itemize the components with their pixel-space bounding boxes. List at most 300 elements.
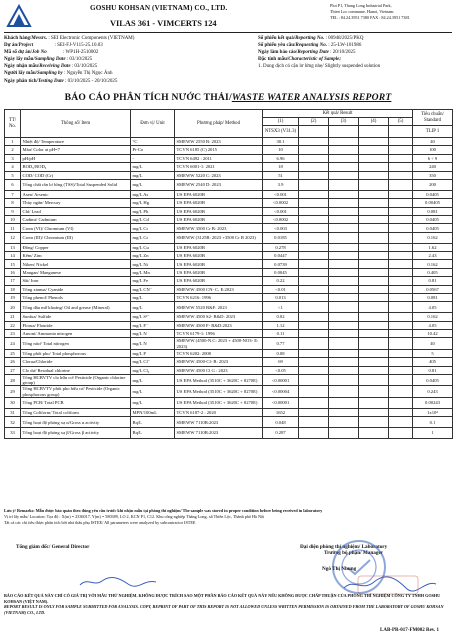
result-value: 3.9	[263, 179, 299, 190]
standard-limit: 0.81	[413, 277, 453, 285]
unit: mg/L Fe	[131, 277, 175, 285]
standard-limit: 0.00243	[413, 397, 453, 408]
result-empty	[359, 207, 389, 215]
standard-limit: 240	[413, 163, 453, 171]
result-empty	[329, 330, 359, 338]
table-row	[5, 190, 453, 198]
result-empty	[389, 207, 413, 215]
method: US EPA 6020B	[175, 268, 263, 276]
result-empty	[389, 260, 413, 268]
unit: mg/L As	[131, 190, 175, 198]
parameter-name: Clo dư/ Residual chlorine	[21, 366, 131, 374]
unit: mg/L F⁻	[131, 321, 175, 329]
result-empty	[359, 163, 389, 171]
standard-id: TLIP 1	[413, 126, 453, 138]
result-empty	[389, 330, 413, 338]
result-empty	[359, 138, 389, 146]
method: US EPA Method (3510C + 3620C + 8270E)	[175, 397, 263, 408]
result-empty	[389, 408, 413, 416]
col-header-4: (4)	[359, 118, 389, 126]
result-empty	[299, 277, 329, 285]
empty-cell	[389, 126, 413, 138]
result-value: 1652	[263, 408, 299, 416]
table-row	[5, 349, 453, 357]
result-value: 1.12	[263, 321, 299, 329]
parameter-name: Tổng nitơ/ Total nitrogen	[21, 338, 131, 349]
method: SMEWW (3125B: 2023 +3500 Cr B 2023)	[175, 232, 263, 243]
result-value: 0.22	[263, 277, 299, 285]
result-empty	[299, 190, 329, 198]
table-row	[5, 216, 453, 224]
table-row	[5, 179, 453, 190]
col-header-3: (3)	[329, 118, 359, 126]
result-empty	[299, 397, 329, 408]
standard-limit: 0.162	[413, 313, 453, 321]
info-row: Mã số dự án/Job No : WP1H-2510002	[4, 50, 99, 56]
remark-line: Lưu ý/ Remarks: Mẫu được bảo quản theo đúng yêu cầu trước khi nhận mẫu tại phòng thí nghiệm/ The sample was stored in proper condition before being received in laboratory	[4, 508, 323, 513]
result-empty	[299, 330, 329, 338]
director-title: Tổng giám đốc/ General Director	[16, 544, 90, 550]
unit: mg/L Cu	[131, 243, 175, 251]
table-row	[5, 146, 453, 154]
row-number: 29	[5, 386, 21, 397]
unit: mg/L	[131, 302, 175, 313]
result-empty	[329, 243, 359, 251]
result-empty	[359, 330, 389, 338]
col-header-method: Phương pháp/ Method	[175, 110, 263, 138]
parameter-name: Tổng phốt pho/ Total phosphorous	[21, 349, 131, 357]
standard-limit: 0.1	[413, 417, 453, 428]
result-empty	[299, 417, 329, 428]
info-row: 1. Dung dịch có cặn lơ lửng nhẹ/ Slightly suspended solution	[258, 64, 381, 70]
table-row	[5, 171, 453, 179]
row-number: 23	[5, 330, 21, 338]
result-empty	[389, 397, 413, 408]
result-empty	[359, 417, 389, 428]
unit: -	[131, 154, 175, 162]
row-number: 8	[5, 199, 21, 207]
result-empty	[329, 417, 359, 428]
method: SMEWW 2550 B: 2023	[175, 138, 263, 146]
result-empty	[389, 199, 413, 207]
result-empty	[299, 302, 329, 313]
table-row	[5, 428, 453, 439]
result-empty	[389, 349, 413, 357]
parameter-name: Cadimi/ Cadmium	[21, 216, 131, 224]
table-row	[5, 224, 453, 232]
col-header-item: Thông số/ Item	[21, 110, 131, 138]
result-empty	[389, 138, 413, 146]
standard-limit: 350	[413, 171, 453, 179]
method: SMEWW 2540 D: 2023	[175, 179, 263, 190]
result-empty	[389, 417, 413, 428]
result-empty	[329, 375, 359, 386]
disclaimer-vi: BÁO CÁO KẾT QUẢ NÀY CHỈ CÓ GIÁ TRỊ VỚI MẪU THỬ NGHIỆM. KHÔNG ĐƯỢC TRÍCH SAO MỘT PHẦN BÁO CÁO KẾT QUẢ NÀY NẾU KHÔNG ĐƯỢC CHẤP THUẬN CỦA PHÒNG THÍ NGHIỆM CÔNG TY TNHH GOSHU KOHSAN (VIỆT NAM).	[4, 593, 441, 604]
info-row: Người lấy mẫu/Sampling by : Nguyễn Thị Ngọc Ánh	[4, 71, 113, 77]
result-empty	[389, 216, 413, 224]
row-number: 6	[5, 179, 21, 190]
result-empty	[389, 321, 413, 329]
result-value: 69	[263, 358, 299, 366]
standard-limit: 0.0405	[413, 224, 453, 232]
result-empty	[359, 428, 389, 439]
result-value: 0.0739	[263, 260, 299, 268]
standard-limit: 0.0567	[413, 285, 453, 293]
row-number: 12	[5, 232, 21, 243]
result-empty	[329, 302, 359, 313]
method: TCVN 6001-1: 2021	[175, 163, 263, 171]
result-empty	[299, 243, 329, 251]
result-empty	[329, 338, 359, 349]
unit: mg/L Cd	[131, 216, 175, 224]
footer-disclaimer	[4, 593, 452, 615]
row-number: 31	[5, 408, 21, 416]
subcontractor-line: Tất cả các chỉ tiêu được phân tích bởi nhà thầu phụ ISTEE/ All parameters were analyzed by subcontractor ISTEE	[4, 520, 196, 526]
info-row: Đặc tính mẫu/Characteristic of Sample;	[258, 57, 342, 63]
result-empty	[299, 260, 329, 268]
table-row	[5, 138, 453, 146]
result-empty	[329, 154, 359, 162]
row-number: 16	[5, 268, 21, 276]
unit: mg/L CN⁻	[131, 285, 175, 293]
result-empty	[299, 366, 329, 374]
info-left	[4, 35, 134, 85]
parameter-name: Kẽm/ Zinc	[21, 252, 131, 260]
method: TCVN 6185 (C) 2015	[175, 146, 263, 154]
row-number: 20	[5, 302, 21, 313]
result-empty	[359, 232, 389, 243]
unit: mg/L Pb	[131, 207, 175, 215]
result-empty	[359, 216, 389, 224]
result-value: 0.11	[263, 330, 299, 338]
standard-limit: 0.162	[413, 260, 453, 268]
row-number: 24	[5, 338, 21, 349]
row-number: 30	[5, 397, 21, 408]
info-row: Ngày lấy mẫu/Sampling Date : 03/10/2025	[4, 57, 93, 63]
result-empty	[329, 224, 359, 232]
empty-cell	[299, 126, 329, 138]
result-empty	[359, 252, 389, 260]
unit: mg/L Cr	[131, 224, 175, 232]
results-table	[4, 109, 453, 439]
result-empty	[299, 207, 329, 215]
result-empty	[299, 179, 329, 190]
table-row	[5, 285, 453, 293]
row-number: 9	[5, 207, 21, 215]
parameter-name: Clorua/Chloride	[21, 358, 131, 366]
table-row	[5, 397, 453, 408]
method: SMEWW 4500 Cl G : 2023	[175, 366, 263, 374]
row-number: 4	[5, 163, 21, 171]
parameter-name: Tổng chất rắn lơ lửng (TSS)/Total Suspended Solid	[21, 179, 131, 190]
result-value: 6.96	[263, 154, 299, 162]
company-address	[330, 3, 410, 21]
result-empty	[299, 321, 329, 329]
parameter-name: Tổng HCBVTV phốt pho hữu cơ/ Pesticide (Organic phosphorous group)	[21, 386, 131, 397]
parameter-name: Tổng Coliform/ Total coliform	[21, 408, 131, 416]
method: SMEWW 5220 C: 2023	[175, 171, 263, 179]
unit: mg/L S²⁻	[131, 313, 175, 321]
result-empty	[359, 243, 389, 251]
method: US EPA Method (3510C + 3620C + 8270E)	[175, 386, 263, 397]
empty-cell	[359, 126, 389, 138]
result-empty	[299, 408, 329, 416]
method: SMEWW 7110B:2023	[175, 428, 263, 439]
result-empty	[389, 386, 413, 397]
method: US EPA 6020B	[175, 199, 263, 207]
parameter-name: Crom (VI)/ Chromium (VI)	[21, 224, 131, 232]
form-number: LAB-PR-017-FM002 Rev. 1	[380, 628, 440, 633]
method: SMEWW 4500 CN- C, E:2023	[175, 285, 263, 293]
result-empty	[389, 268, 413, 276]
result-empty	[389, 277, 413, 285]
info-row: Dự án/Project : SEI-FJ-V115-25.10.03	[4, 43, 103, 49]
result-empty	[389, 179, 413, 190]
parameter-name: Asen/ Arsenic	[21, 190, 131, 198]
standard-limit: 4.05	[413, 321, 453, 329]
address-line: Thien Loc commune, Hanoi, Vietnam.	[330, 9, 395, 14]
unit: mg/L Ni	[131, 260, 175, 268]
unit: MPN/100mL	[131, 408, 175, 416]
unit: mg/L	[131, 171, 175, 179]
result-value: 0.77	[263, 338, 299, 349]
parameter-name: COD/ COD (Cr)	[21, 171, 131, 179]
method: SMEWW 4500 S2- B&D: 2023	[175, 313, 263, 321]
result-empty	[329, 179, 359, 190]
table-row	[5, 313, 453, 321]
unit: Bq/L	[131, 428, 175, 439]
row-number: 1	[5, 138, 21, 146]
parameter-name: Tổng PCB/ Total PCB	[21, 397, 131, 408]
unit: mg/L	[131, 163, 175, 171]
accreditation-code: VILAS 361 - VIMCERTS 124	[110, 19, 217, 28]
row-number: 18	[5, 285, 21, 293]
unit: mg/L	[131, 375, 175, 386]
company-name: GOSHU KOHSAN (VIETNAM) CO., LTD.	[90, 4, 228, 12]
parameter-name: Nhiệt độ/ Temperature	[21, 138, 131, 146]
standard-limit: 0.405	[413, 268, 453, 276]
row-number: 5	[5, 171, 21, 179]
table-row	[5, 408, 453, 416]
col-header-no: TT/ No.	[5, 110, 21, 138]
unit: mg/L Cl₂	[131, 366, 175, 374]
result-empty	[359, 397, 389, 408]
unit: mg/L Mn	[131, 268, 175, 276]
result-empty	[389, 338, 413, 349]
result-empty	[329, 216, 359, 224]
result-value: 51	[263, 171, 299, 179]
result-empty	[329, 408, 359, 416]
result-value: <0.00001	[263, 375, 299, 386]
sample-id: NTSX3 (V31.3)	[263, 126, 299, 138]
method: US EPA 6020B	[175, 190, 263, 198]
unit: mg/L Cl⁻	[131, 358, 175, 366]
standard-limit: 40	[413, 338, 453, 349]
standard-limit: 0.081	[413, 207, 453, 215]
table-row	[5, 358, 453, 366]
parameter-name: Florua/ Flouride	[21, 321, 131, 329]
table-row	[5, 260, 453, 268]
col-header-result: Kết quả/ Result	[263, 110, 413, 118]
method: US EPA 6020B	[175, 216, 263, 224]
result-empty	[389, 190, 413, 198]
result-empty	[329, 386, 359, 397]
info-row: Ngày phân tích/Testing Date : 03/10/2025 - 20/10/2025	[4, 78, 118, 84]
parameter-name: Chì/ Lead	[21, 207, 131, 215]
result-empty	[389, 302, 413, 313]
method: TCVN 6179-1: 1996	[175, 330, 263, 338]
result-value: <0.00001	[263, 397, 299, 408]
result-empty	[389, 375, 413, 386]
result-empty	[329, 190, 359, 198]
result-value: <0.001	[263, 207, 299, 215]
result-value: <0.05	[263, 366, 299, 374]
result-empty	[389, 313, 413, 321]
table-row	[5, 199, 453, 207]
result-empty	[389, 358, 413, 366]
result-empty	[389, 428, 413, 439]
table-row	[5, 302, 453, 313]
result-empty	[359, 277, 389, 285]
result-empty	[389, 154, 413, 162]
row-number: 7	[5, 190, 21, 198]
unit: mg/L Zn	[131, 252, 175, 260]
result-empty	[389, 163, 413, 171]
row-number: 33	[5, 428, 21, 439]
unit: mg/L Cr	[131, 232, 175, 243]
result-empty	[359, 408, 389, 416]
result-empty	[299, 386, 329, 397]
result-value: 30.1	[263, 138, 299, 146]
result-empty	[299, 313, 329, 321]
col-header-2: (2)	[299, 118, 329, 126]
standard-limit: 0.243	[413, 386, 453, 397]
method: TCVN 6216: 1996	[175, 294, 263, 302]
info-row: Khách hàng/Messrs. : SEI Electronic Components (VIETNAM)	[4, 36, 135, 41]
row-number: 25	[5, 349, 21, 357]
result-empty	[359, 321, 389, 329]
parameter-name: pH/pH	[21, 154, 131, 162]
address-line: TEL : 84.24.3951 7380 FAX : 84.24.3951 7381	[330, 15, 410, 20]
standard-limit: 1	[413, 428, 453, 439]
row-number: 14	[5, 252, 21, 260]
parameter-name: Mangan/ Manganese	[21, 268, 131, 276]
result-empty	[299, 232, 329, 243]
standard-limit: 0.81	[413, 366, 453, 374]
result-value: 10	[263, 146, 299, 154]
result-empty	[389, 146, 413, 154]
result-value: 0.048	[263, 417, 299, 428]
table-row	[5, 232, 453, 243]
result-value: 0.278	[263, 243, 299, 251]
result-empty	[299, 349, 329, 357]
unit: mg/L	[131, 397, 175, 408]
result-empty	[359, 199, 389, 207]
result-empty	[359, 154, 389, 162]
result-empty	[329, 171, 359, 179]
result-empty	[389, 232, 413, 243]
method: SMEWW 4500 F- B&D:2023	[175, 321, 263, 329]
row-number: 21	[5, 313, 21, 321]
result-empty	[329, 397, 359, 408]
standard-limit: 200	[413, 179, 453, 190]
parameter-name: BOD₅/BOD₅	[21, 163, 131, 171]
row-number: 15	[5, 260, 21, 268]
info-row: Ngày nhận mẫu/Receiving Date : 03/10/2025	[4, 64, 98, 70]
result-empty	[299, 252, 329, 260]
method: SMEWW 5520 B&F: 2023	[175, 302, 263, 313]
parameter-name: Niken/ Nickel	[21, 260, 131, 268]
method: SMEWW (4500-N.C: 2023 + 4500-NO3- E: 2023)	[175, 338, 263, 349]
parameter-name: Màu/ Color at pH=7	[21, 146, 131, 154]
result-empty	[329, 366, 359, 374]
location-line: Vị trí lấy mẫu/ Location: Tọa độ : X(m) = 2336017, Y(m) = 580389, LO 2, KCN P1, C12. Khu công nghiệp Thăng Long, xã Thiên Lộc, Thành phố Hà Nội	[4, 514, 265, 520]
table-row	[5, 338, 453, 349]
result-empty	[359, 146, 389, 154]
result-empty	[299, 199, 329, 207]
result-empty	[359, 366, 389, 374]
table-row	[5, 375, 453, 386]
disclaimer-en: REPORT RESULT IS ONLY FOR SAMPLE SUBMITTED FOR ANALYSIS. COPY, REPRINT OF PART OF THIS REPORT IS NOT ALLOWED UNLESS WRITTEN PERMISSION IS OBTAINED FROM THE LABORATORY OF GOSHU KOHSAN (VIETNAM) CO., LTD.	[4, 604, 444, 615]
director-signature-icon	[78, 575, 158, 589]
result-empty	[359, 294, 389, 302]
table-row	[5, 252, 453, 260]
unit: mg/L P	[131, 349, 175, 357]
row-number: 10	[5, 216, 21, 224]
col-header-unit: Đơn vị/ Unit	[131, 110, 175, 138]
standard-limit: 2.43	[413, 252, 453, 260]
unit: mg/L Hg	[131, 199, 175, 207]
result-value: 0.0045	[263, 268, 299, 276]
lab-representative-title: Đại diện phòng thí nghiệm/ Laboratory Trưởng bộ phận/ Manager	[300, 544, 388, 556]
parameter-name: Thủy ngân/ Mercury	[21, 199, 131, 207]
result-empty	[329, 163, 359, 171]
result-value: 0.287	[263, 428, 299, 439]
method: US EPA 6020B	[175, 277, 263, 285]
standard-limit: 0.0405	[413, 190, 453, 198]
method: US EPA 6020B	[175, 207, 263, 215]
parameter-name: Sunfua/ Sulfide	[21, 313, 131, 321]
col-header-standard: Tiêu chuẩn/ Standard	[413, 110, 453, 126]
standard-limit: 405	[413, 358, 453, 366]
result-empty	[299, 294, 329, 302]
result-empty	[299, 163, 329, 171]
standard-limit: 5	[413, 349, 453, 357]
standard-limit: 0.0405	[413, 375, 453, 386]
info-row: Ngày làm báo cáo/Reporting Date : 20/10/2025	[258, 50, 356, 56]
result-empty	[389, 285, 413, 293]
col-header-5: (5)	[389, 118, 413, 126]
result-empty	[299, 428, 329, 439]
unit: °C	[131, 138, 175, 146]
result-empty	[329, 358, 359, 366]
standard-limit: 0.00405	[413, 199, 453, 207]
parameter-name: Đồng/ Copper	[21, 243, 131, 251]
header-divider	[4, 32, 452, 33]
result-value: <0.003	[263, 224, 299, 232]
result-empty	[329, 428, 359, 439]
result-empty	[359, 386, 389, 397]
result-empty	[389, 252, 413, 260]
table-row	[5, 417, 453, 428]
result-empty	[359, 302, 389, 313]
unit: Pt-Co	[131, 146, 175, 154]
result-empty	[299, 171, 329, 179]
info-right	[258, 35, 380, 70]
standard-limit: 6 ÷ 9	[413, 154, 453, 162]
result-empty	[359, 268, 389, 276]
result-value: <0.00004	[263, 386, 299, 397]
